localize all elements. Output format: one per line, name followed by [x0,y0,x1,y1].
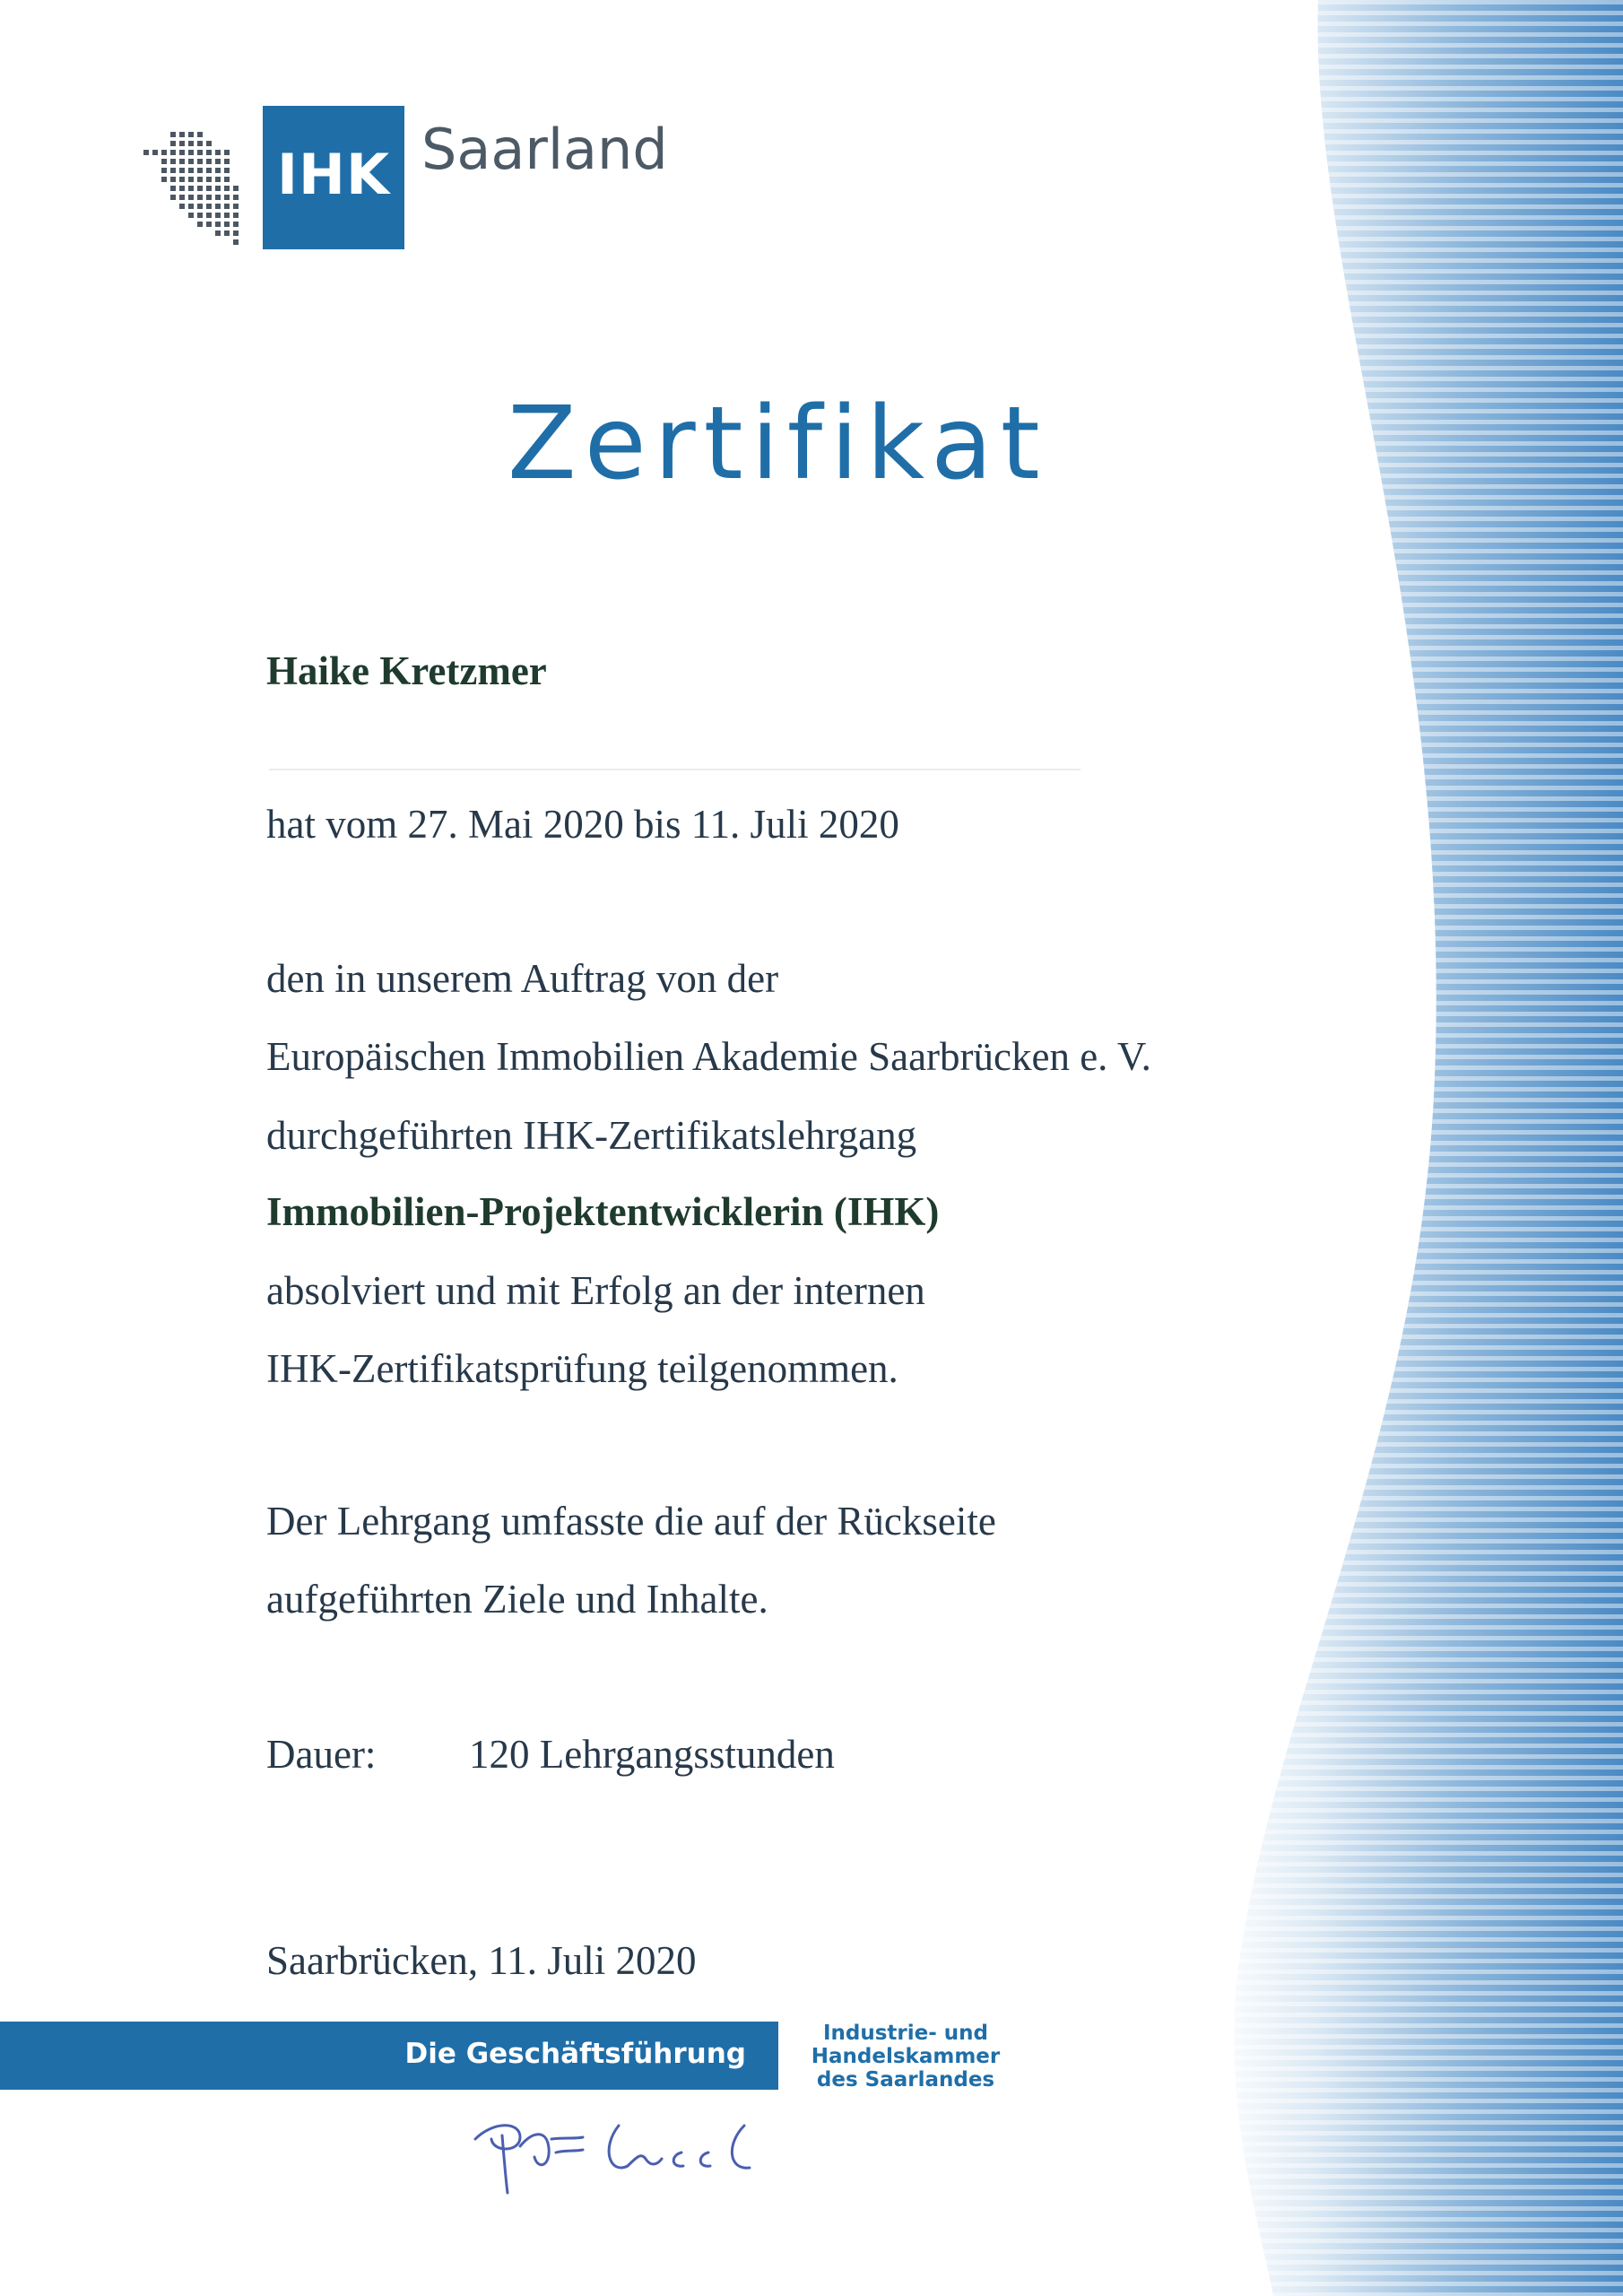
handwritten-signature [466,2103,789,2202]
faint-divider [269,756,1081,770]
body-line-1: den in unserem Auftrag von der [266,956,779,1001]
date-range: hat vom 27. Mai 2020 bis 11. Juli 2020 [266,802,899,847]
management-label: Die Geschäftsführung [404,2038,746,2070]
ihk-logo-text: IHK [276,142,390,207]
scope-line-1: Der Lehrgang umfasste die auf der Rückseite [266,1499,996,1544]
body-line-2: Europäischen Immobilien Akademie Saarbrücken e. V. [266,1034,1151,1079]
chamber-line-3: des Saarlandes [816,2068,995,2092]
recipient-name: Haike Kretzmer [266,648,547,693]
ihk-logo-box [263,106,404,249]
saarland-map-icon [135,130,256,256]
chamber-name [807,2022,1004,2092]
body-line-3: durchgeführten IHK-Zertifikatslehrgang [266,1113,917,1158]
chamber-line-1: Industrie- und [822,2022,989,2045]
duration-label: Dauer: [266,1732,377,1777]
place-and-date: Saarbrücken, 11. Juli 2020 [266,1938,697,1983]
course-title: Immobilien-Projektentwicklerin (IHK) [266,1189,940,1234]
logo-region-text: Saarland [421,117,668,182]
result-line-2: IHK-Zertifikatsprüfung teilgenommen. [266,1346,898,1391]
duration-value: 120 Lehrgangsstunden [469,1732,835,1777]
chamber-line-2: Handelskammer [811,2045,1001,2068]
scope-line-2: aufgeführten Ziele und Inhalte. [266,1577,768,1622]
certificate-title: Zertifikat [508,386,1048,502]
result-line-1: absolviert und mit Erfolg an der internen [266,1268,925,1313]
management-bar [0,2022,778,2090]
